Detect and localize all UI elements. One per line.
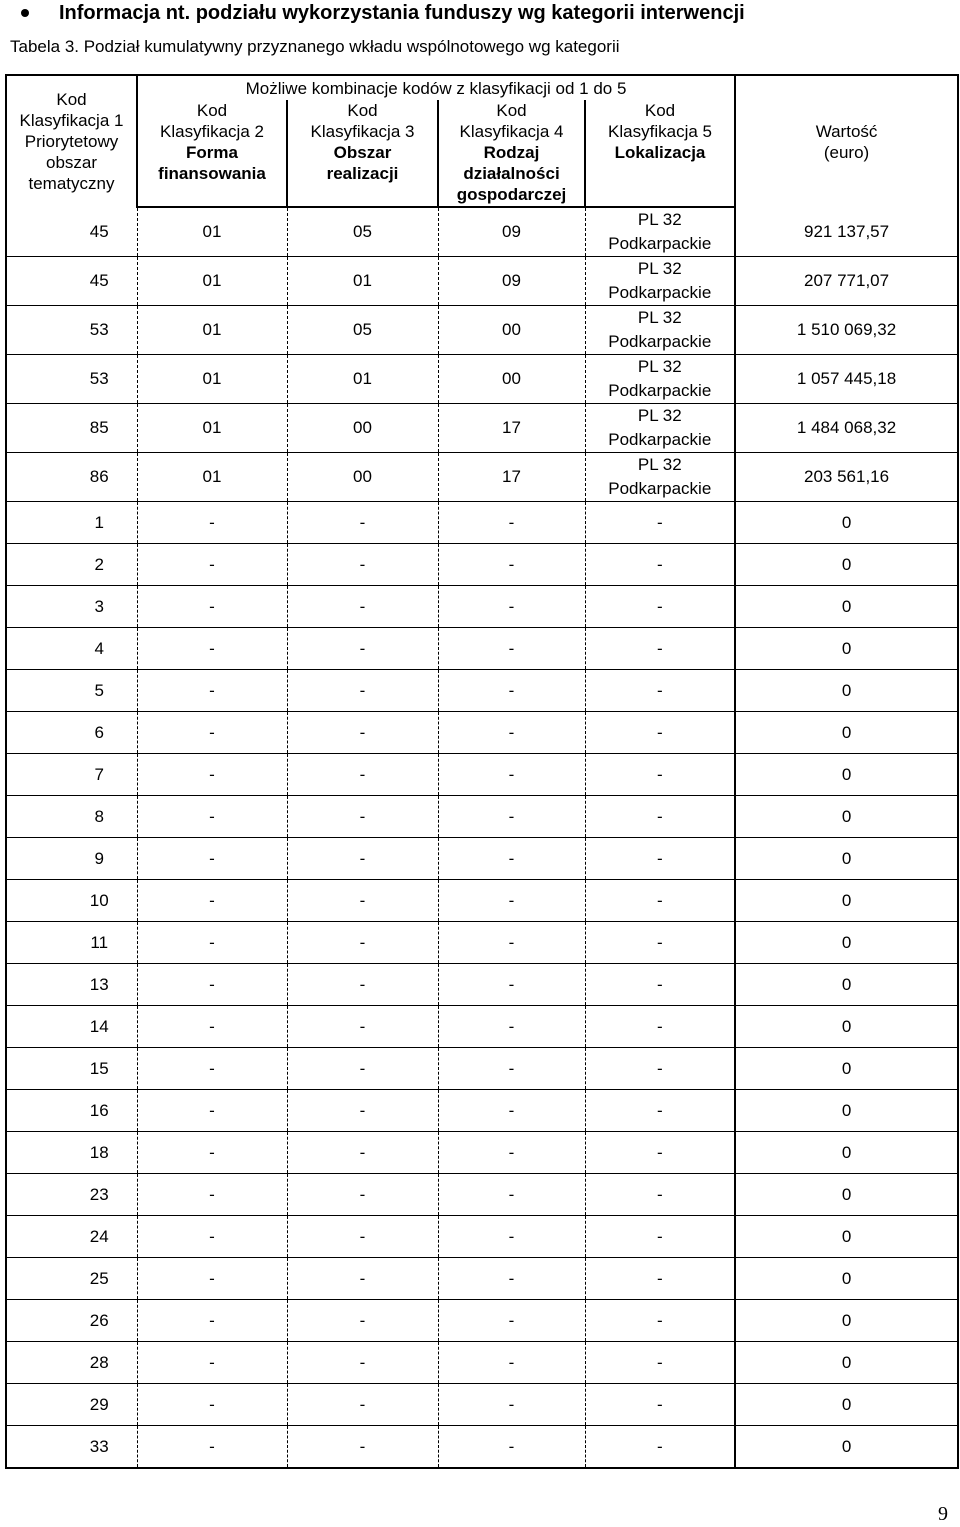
code-k2: - — [137, 1132, 287, 1174]
code-k5: - — [585, 712, 735, 754]
code-k1: 9 — [6, 838, 137, 880]
code-k3: - — [287, 1384, 438, 1426]
section-heading — [10, 0, 745, 26]
code-k1: 28 — [6, 1342, 137, 1384]
location-code: PL 32 — [637, 308, 682, 327]
code-k5: - — [585, 1342, 735, 1384]
code-k3: - — [287, 1090, 438, 1132]
code-k2: - — [137, 796, 287, 838]
code-k3: - — [287, 670, 438, 712]
value-cell: 1 484 068,32 — [735, 404, 958, 453]
code-k2: 01 — [137, 207, 287, 257]
table-row — [6, 796, 958, 838]
value-cell: 0 — [735, 796, 958, 838]
value-cell: 0 — [735, 1090, 958, 1132]
value-cell: 0 — [735, 1006, 958, 1048]
value-cell: 203 561,16 — [735, 453, 958, 502]
section-heading-text: Informacja nt. podziału wykorzystania funduszy wg kategorii interwencji — [59, 1, 745, 24]
location-code: PL 32 — [637, 210, 682, 229]
code-k4: 09 — [438, 257, 585, 306]
code-k4: - — [438, 838, 585, 880]
code-k2: 01 — [137, 404, 287, 453]
header-k4: Kod Klasyfikacja 4 Rodzaj działalności gospodarczej — [438, 100, 585, 207]
code-k1: 53 — [6, 306, 137, 355]
table-row — [6, 922, 958, 964]
code-k5: - — [585, 1090, 735, 1132]
value-cell: 207 771,07 — [735, 257, 958, 306]
bullet-icon — [21, 9, 29, 17]
code-k2: - — [137, 1426, 287, 1469]
table-row — [6, 1426, 958, 1469]
code-k4: 00 — [438, 306, 585, 355]
code-k4: 09 — [438, 207, 585, 257]
value-cell: 1 510 069,32 — [735, 306, 958, 355]
code-k1: 3 — [6, 586, 137, 628]
code-k1: 8 — [6, 796, 137, 838]
table-row — [6, 544, 958, 586]
location-code: PL 32 — [637, 406, 682, 425]
code-k1: 14 — [6, 1006, 137, 1048]
code-k4: 17 — [438, 453, 585, 502]
table-row — [6, 1048, 958, 1090]
code-k1: 33 — [6, 1426, 137, 1469]
code-k2: - — [137, 1006, 287, 1048]
code-k4: - — [438, 880, 585, 922]
code-k1: 13 — [6, 964, 137, 1006]
value-cell: 0 — [735, 1174, 958, 1216]
code-k5: - — [585, 754, 735, 796]
code-k4: - — [438, 586, 585, 628]
table-row — [6, 1216, 958, 1258]
table-row — [6, 586, 958, 628]
code-k4: - — [438, 1174, 585, 1216]
value-cell: 0 — [735, 502, 958, 544]
code-k3: 05 — [287, 306, 438, 355]
value-cell: 0 — [735, 1216, 958, 1258]
code-k4: - — [438, 796, 585, 838]
code-k1: 4 — [6, 628, 137, 670]
code-k1: 45 — [6, 257, 137, 306]
code-k5 — [585, 306, 735, 355]
table-row — [6, 670, 958, 712]
value-cell: 0 — [735, 922, 958, 964]
category-table — [5, 74, 959, 1469]
code-k2: 01 — [137, 257, 287, 306]
table-row — [6, 306, 958, 355]
value-cell: 0 — [735, 880, 958, 922]
value-cell: 921 137,57 — [735, 207, 958, 257]
table-row — [6, 502, 958, 544]
code-k1: 16 — [6, 1090, 137, 1132]
code-k5: - — [585, 1048, 735, 1090]
code-k3: - — [287, 1006, 438, 1048]
value-cell: 0 — [735, 544, 958, 586]
header-k2: Kod Klasyfikacja 2 Forma finansowania — [137, 100, 287, 207]
code-k5: - — [585, 1006, 735, 1048]
code-k2: 01 — [137, 306, 287, 355]
code-k3: - — [287, 838, 438, 880]
code-k4: - — [438, 670, 585, 712]
table-row — [6, 1090, 958, 1132]
code-k3: 05 — [287, 207, 438, 257]
code-k5: - — [585, 922, 735, 964]
code-k4: - — [438, 1426, 585, 1469]
value-cell: 0 — [735, 1426, 958, 1469]
code-k3: 00 — [287, 453, 438, 502]
code-k4: - — [438, 1132, 585, 1174]
code-k5: - — [585, 796, 735, 838]
code-k4: - — [438, 544, 585, 586]
header-k1: Kod Klasyfikacja 1 Priorytetowy obszar tematyczny — [6, 75, 137, 207]
code-k5: - — [585, 544, 735, 586]
code-k3: - — [287, 964, 438, 1006]
code-k1: 5 — [6, 670, 137, 712]
code-k2: - — [137, 1384, 287, 1426]
code-k3: - — [287, 502, 438, 544]
table-row — [6, 1342, 958, 1384]
page-number: 9 — [938, 1503, 948, 1525]
code-k3: - — [287, 1426, 438, 1469]
code-k3: - — [287, 1342, 438, 1384]
code-k2: - — [137, 1300, 287, 1342]
code-k3: - — [287, 754, 438, 796]
code-k5: - — [585, 1426, 735, 1469]
code-k5: - — [585, 880, 735, 922]
code-k5: - — [585, 1174, 735, 1216]
location-name: Podkarpackie — [608, 381, 712, 400]
value-cell: 0 — [735, 670, 958, 712]
location-name: Podkarpackie — [608, 430, 712, 449]
value-cell: 0 — [735, 1384, 958, 1426]
code-k1: 45 — [6, 207, 137, 257]
code-k5: - — [585, 838, 735, 880]
code-k5 — [585, 404, 735, 453]
code-k3: - — [287, 712, 438, 754]
code-k5: - — [585, 1384, 735, 1426]
code-k3: 01 — [287, 355, 438, 404]
value-cell: 0 — [735, 1048, 958, 1090]
location-name: Podkarpackie — [608, 479, 712, 498]
code-k1: 53 — [6, 355, 137, 404]
code-k2: - — [137, 586, 287, 628]
value-cell: 0 — [735, 1132, 958, 1174]
code-k4: - — [438, 1216, 585, 1258]
code-k4: - — [438, 1090, 585, 1132]
value-cell: 0 — [735, 1258, 958, 1300]
code-k2: - — [137, 838, 287, 880]
code-k5: - — [585, 628, 735, 670]
code-k3: 00 — [287, 404, 438, 453]
code-k3: - — [287, 796, 438, 838]
code-k5: - — [585, 1216, 735, 1258]
code-k5 — [585, 207, 735, 257]
code-k1: 2 — [6, 544, 137, 586]
code-k4: - — [438, 628, 585, 670]
table-row — [6, 964, 958, 1006]
code-k2: - — [137, 964, 287, 1006]
table-row — [6, 838, 958, 880]
code-k2: 01 — [137, 453, 287, 502]
code-k2: - — [137, 544, 287, 586]
location-name: Podkarpackie — [608, 283, 712, 302]
code-k4: - — [438, 1300, 585, 1342]
code-k3: - — [287, 1048, 438, 1090]
code-k2: - — [137, 1174, 287, 1216]
code-k4: - — [438, 1258, 585, 1300]
code-k1: 6 — [6, 712, 137, 754]
code-k2: - — [137, 1342, 287, 1384]
code-k1: 25 — [6, 1258, 137, 1300]
code-k4: 00 — [438, 355, 585, 404]
code-k4: - — [438, 964, 585, 1006]
table-row — [6, 1006, 958, 1048]
code-k4: - — [438, 1342, 585, 1384]
code-k3: - — [287, 586, 438, 628]
code-k4: - — [438, 1048, 585, 1090]
code-k2: - — [137, 502, 287, 544]
code-k1: 18 — [6, 1132, 137, 1174]
code-k1: 15 — [6, 1048, 137, 1090]
code-k1: 10 — [6, 880, 137, 922]
code-k2: - — [137, 1216, 287, 1258]
location-name: Podkarpackie — [608, 332, 712, 351]
table-row — [6, 628, 958, 670]
value-cell: 1 057 445,18 — [735, 355, 958, 404]
value-cell: 0 — [735, 1300, 958, 1342]
code-k1: 24 — [6, 1216, 137, 1258]
code-k2: - — [137, 922, 287, 964]
code-k2: - — [137, 1258, 287, 1300]
value-cell: 0 — [735, 712, 958, 754]
value-cell: 0 — [735, 586, 958, 628]
code-k5 — [585, 257, 735, 306]
code-k5: - — [585, 670, 735, 712]
code-k4: - — [438, 1006, 585, 1048]
table-row — [6, 1132, 958, 1174]
value-cell: 0 — [735, 838, 958, 880]
code-k3: - — [287, 922, 438, 964]
header-k5: Kod Klasyfikacja 5 Lokalizacja — [585, 100, 735, 207]
value-cell: 0 — [735, 754, 958, 796]
code-k4: - — [438, 1384, 585, 1426]
code-k1: 86 — [6, 453, 137, 502]
code-k1: 85 — [6, 404, 137, 453]
table-row — [6, 207, 958, 257]
code-k5: - — [585, 964, 735, 1006]
table-row — [6, 1174, 958, 1216]
code-k3: - — [287, 1132, 438, 1174]
code-k5: - — [585, 1300, 735, 1342]
table-row — [6, 1258, 958, 1300]
code-k1: 1 — [6, 502, 137, 544]
code-k5: - — [585, 502, 735, 544]
code-k1: 11 — [6, 922, 137, 964]
code-k5: - — [585, 1258, 735, 1300]
table-row — [6, 355, 958, 404]
code-k5 — [585, 453, 735, 502]
code-k2: - — [137, 712, 287, 754]
code-k3: - — [287, 1300, 438, 1342]
code-k4: - — [438, 502, 585, 544]
table-row — [6, 880, 958, 922]
code-k3: - — [287, 544, 438, 586]
code-k4: - — [438, 754, 585, 796]
location-code: PL 32 — [637, 455, 682, 474]
value-cell: 0 — [735, 964, 958, 1006]
code-k5: - — [585, 586, 735, 628]
code-k1: 7 — [6, 754, 137, 796]
code-k3: - — [287, 1258, 438, 1300]
header-k3: Kod Klasyfikacja 3 Obszar realizacji — [287, 100, 438, 207]
code-k1: 26 — [6, 1300, 137, 1342]
code-k3: - — [287, 880, 438, 922]
table-row — [6, 754, 958, 796]
value-cell: 0 — [735, 628, 958, 670]
table-row — [6, 1300, 958, 1342]
table-caption: Tabela 3. Podział kumulatywny przyznanego wkładu wspólnotowego wg kategorii — [10, 37, 620, 56]
code-k5 — [585, 355, 735, 404]
table-row — [6, 453, 958, 502]
code-k2: - — [137, 880, 287, 922]
code-k4: 17 — [438, 404, 585, 453]
value-cell: 0 — [735, 1342, 958, 1384]
code-k2: - — [137, 1090, 287, 1132]
code-k1: 23 — [6, 1174, 137, 1216]
table-row — [6, 712, 958, 754]
code-k3: 01 — [287, 257, 438, 306]
table-row — [6, 1384, 958, 1426]
code-k2: - — [137, 754, 287, 796]
location-name: Podkarpackie — [608, 234, 712, 253]
header-value: Wartość (euro) — [735, 75, 958, 207]
location-code: PL 32 — [637, 357, 682, 376]
code-k3: - — [287, 1216, 438, 1258]
code-k3: - — [287, 628, 438, 670]
code-k2: - — [137, 670, 287, 712]
code-k4: - — [438, 922, 585, 964]
code-k4: - — [438, 712, 585, 754]
code-k5: - — [585, 1132, 735, 1174]
code-k3: - — [287, 1174, 438, 1216]
location-code: PL 32 — [637, 259, 682, 278]
table-row — [6, 404, 958, 453]
code-k2: - — [137, 628, 287, 670]
table-row — [6, 257, 958, 306]
code-k1: 29 — [6, 1384, 137, 1426]
code-k2: 01 — [137, 355, 287, 404]
code-k2: - — [137, 1048, 287, 1090]
header-combinations: Możliwe kombinacje kodów z klasyfikacji od 1 do 5 — [137, 75, 735, 100]
